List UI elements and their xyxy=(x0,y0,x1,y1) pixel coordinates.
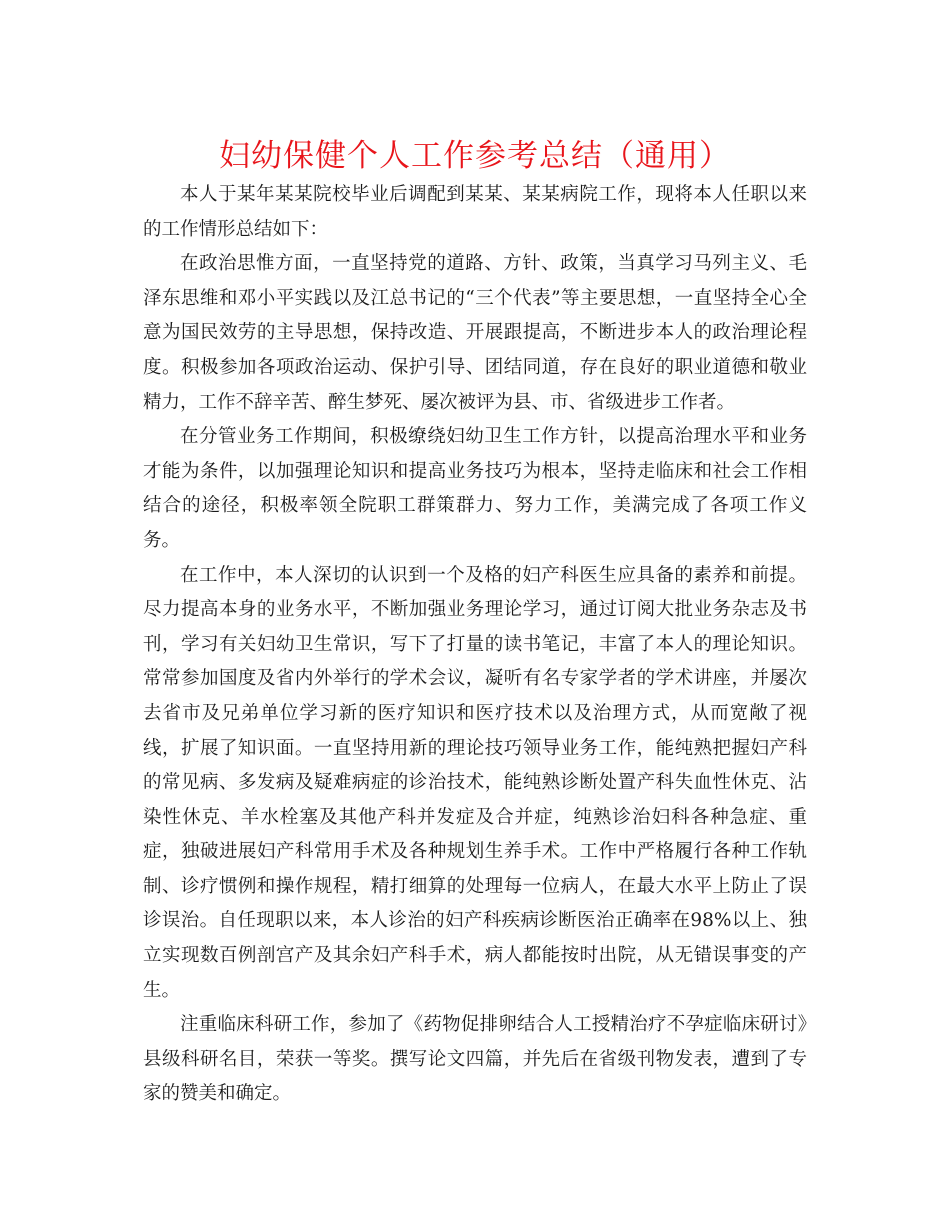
paragraph-political: 在政治思惟方面，一直坚持党的道路、方针、政策，当真学习马列主义、毛泽东思维和邓小平实践以及江总书记的“三个代表”等主要思想，一直坚持全心全意为国民效劳的主导思想，保持改造、开展跟提高，不断进步本人的政治理论程度。积极参加各项政治运动、保护引导、团结同道，存在良好的职业道德和敬业精力，工作不辞辛苦、醉生梦死、屡次被评为县、市、省级进步工作者。 xyxy=(143,253,807,413)
paragraph-research: 注重临床科研工作，参加了《药物促排卵结合人工授精治疗不孕症临床研讨》县级科研名目，荣获一等奖。撰写论文四篇，并先后在省级刊物发表，遭到了专家的赞美和确定。 xyxy=(143,1014,807,1105)
paragraph-clinical: 在工作中，本人深切的认识到一个及格的妇产科医生应具备的素养和前提。尽力提高本身的业务水平，不断加强业务理论学习，通过订阅大批业务杂志及书刊，学习有关妇幼卫生常识，写下了打量的读书笔记，丰富了本人的理论知识。常常参加国度及省内外举行的学术会议，凝听有名专家学者的学术讲座，并屡次去省市及兄弟单位学习新的医疗知识和医疗技术以及治理方式，从而宽敞了视线，扩展了知识面。一直坚持用新的理论技巧领导业务工作，能纯熟把握妇产科的常见病、多发病及疑难病症的诊治技术，能纯熟诊断处置产科失血性休克、沾染性休克、羊水栓塞及其他产科并发症及合并症，纯熟诊治妇科各种急症、重症，独破进展妇产科常用手术及各种规划生养手术。工作中严格履行各种工作轨制、诊疗惯例和操作规程，精打细算的处理每一位病人，在最大水平上防止了误诊误治。自任现职以来，本人诊治的妇产科疾病诊断医治正确率在98%以上、独立实现数百例剖宫产及其余妇产科手术，病人都能按时出院，从无错误事变的产生。 xyxy=(143,564,807,1001)
document-title: 妇幼保健个人工作参考总结（通用） xyxy=(219,138,731,174)
paragraph-intro: 本人于某年某某院校毕业后调配到某某、某某病院工作，现将本人任职以来的工作情形总结如下： xyxy=(143,184,807,240)
document-body xyxy=(143,178,807,1112)
paragraph-management: 在分管业务工作期间，积极缭绕妇幼卫生工作方针，以提高治理水平和业务才能为条件，以加强理论知识和提高业务技巧为根本，坚持走临床和社会工作相结合的途径，积极率领全院职工群策群力、努力工作，美满完成了各项工作义务。 xyxy=(143,426,807,551)
